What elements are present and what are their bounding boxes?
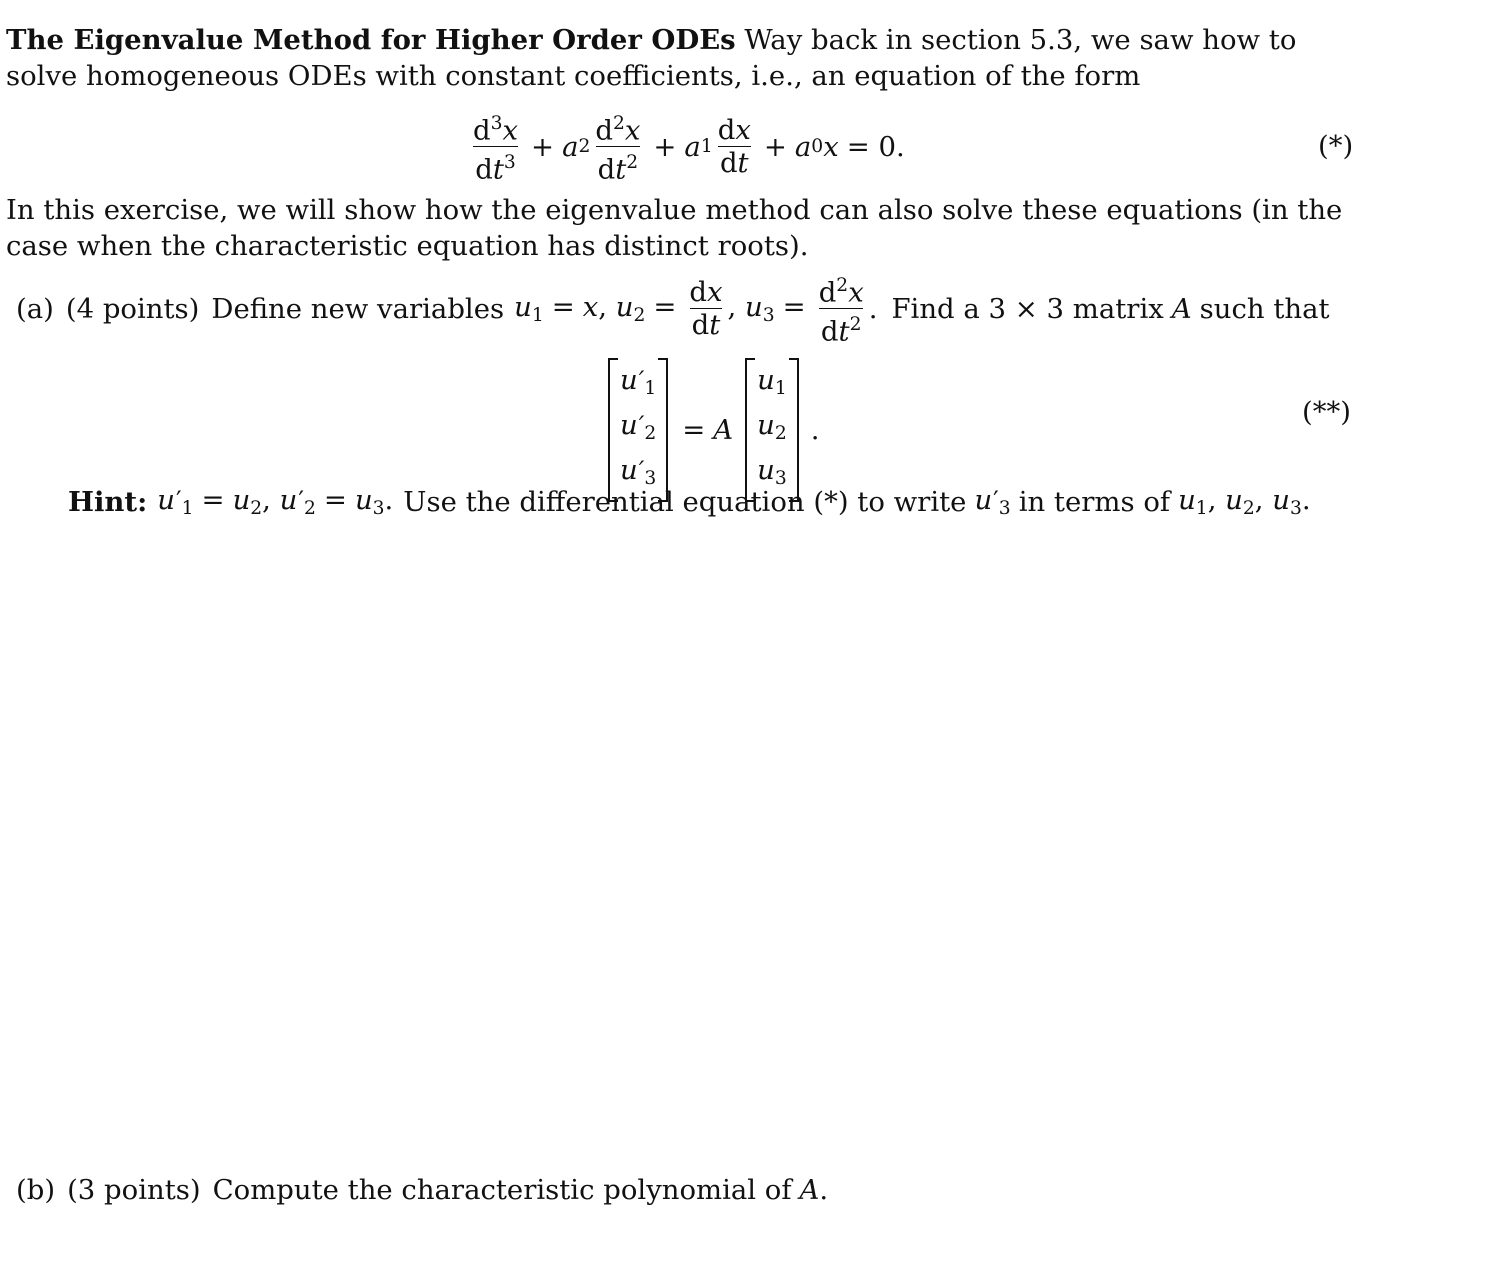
part-b-text: Compute the characteristic polynomial of [212, 1174, 792, 1206]
hint: Hint: $u'_1 = u_2$, $u'_2 = u_3$. Use the differential equation (*) to write $u'_3$ in terms of $u_1$, $u_2$, $u_3$. [68, 484, 1311, 520]
section-title: The Eigenvalue Method for Higher Order ODEs [6, 24, 736, 56]
part-b: (b) (3 points) Compute the characteristic polynomial of A . [16, 1174, 829, 1206]
exercise-paragraph: In this exercise, we will show how the eigenvalue method can also solve these equations (in the case when the characteristic equation has distinct roots). [6, 194, 1343, 262]
matrix-equation: $u'_1$ $u'_2$ $u'_3$ = A $u_1$ $u_2$ $u_3$ . [608, 358, 820, 502]
part-b-label: (b) [16, 1174, 56, 1206]
part-a-lead: Define new variables [211, 292, 505, 325]
intro-text: Way back in section 5.3, we saw how to solve homogeneous ODEs with constant coefficients, i.e., an equation of the form [6, 24, 1297, 92]
state-vector: $u_1$ $u_2$ $u_3$ [745, 358, 799, 502]
part-a: (a) (4 points) Define new variables $u_1 = x$, $u_2$ = $\frac{dx}{dt}$ , $u_3$ = $\frac{d^2x}{dt^2}$ . Find a 3 × 3 matrix A such that [16, 272, 1330, 346]
part-a-matrix-name: A [1171, 292, 1192, 325]
frac-u2-def: $\frac{dx}{dt}$ [689, 276, 723, 342]
frac-dx-dt: $\frac{dx}{dt}$ [717, 114, 751, 180]
equation-tag-star: (*) [1318, 130, 1354, 162]
hint-label: Hint: [68, 485, 148, 518]
derivative-vector: $u'_1$ $u'_2$ $u'_3$ [608, 358, 668, 502]
part-b-points: (3 points) [67, 1174, 201, 1206]
frac-u3-def: $\frac{d^2x}{dt^2}$ [818, 275, 864, 348]
part-a-such-that: such that [1199, 292, 1330, 325]
part-a-label: (a) [16, 292, 54, 325]
hint-text-mid: Use the differential equation (*) to write [403, 485, 967, 518]
part-a-points: (4 points) [65, 292, 200, 325]
equals-zero: = 0. [846, 130, 905, 163]
part-a-find-text: Find a 3 × 3 matrix [891, 292, 1164, 325]
part-b-matrix-name: A [799, 1174, 820, 1206]
intro-paragraph [6, 22, 1366, 94]
frac-d2x-dt2: $\frac{d^2x}{dt^2}$ [595, 113, 641, 186]
hint-text-end: in terms of [1018, 485, 1171, 518]
equation-star: $\frac{d^3x}{dt^3}$ + a 2 $\frac{d^2x}{dt^2}$ + a 1 $\frac{dx}{dt}$ + a 0 x = 0. [468, 110, 905, 184]
equation-tag-double-star: (**) [1302, 396, 1351, 428]
frac-d3x-dt3: $\frac{d^3x}{dt^3}$ [473, 113, 519, 186]
